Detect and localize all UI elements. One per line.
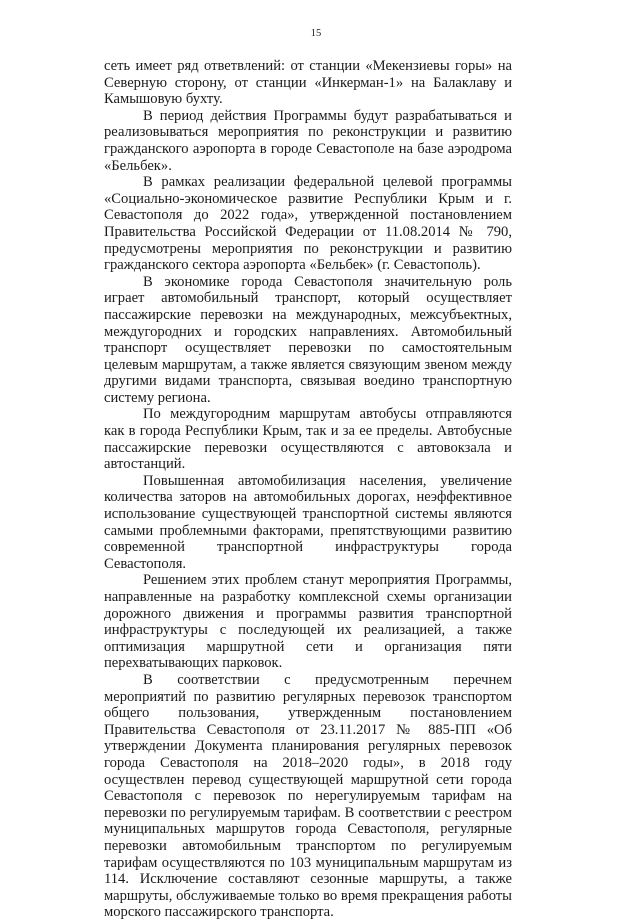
paragraph-airport-program: В период действия Программы будут разрабатываться и реализовываться мероприятия по реконструкции и развитию гражданского аэропорта в городе Севастополе на базе аэродрома «Бельбек». [104, 107, 512, 174]
document-body [104, 58, 512, 921]
paragraph-federal-target-program: В рамках реализации федеральной целевой программы «Социально-экономическое развитие Республики Крым и г. Севастополя до 2022 года», утвержденной постановлением Правительства Российской Федерации от 11.08.2014 № 790, предусмотрены мероприятия по реконструкции и развитию гражданского сектора аэропорта «Бельбек» (г. Севастополь). [104, 174, 512, 274]
paragraph-regular-transport-plan: В соответствии с предусмотренным перечнем мероприятий по развитию регулярных перевозок транспортом общего пользования, утвержденным постановлением Правительства Севастополя от 23.11.2017 № 885-ПП «Об утверждении Документа планирования регулярных перевозок города Севастополя на 2018–2020 годы», в 2018 году осуществлен перевод существующей маршрутной сети города Севастополя с перевозок по нерегулируемым тарифам на перевозки по регулируемым тарифам. В соответствии с реестром муниципальных маршрутов города Севастополя, регулярные перевозки автомобильным транспортом по регулируемым тарифам осуществляются по 103 муниципальным маршрутам из 114. Исключение составляют сезонные маршруты, а также маршруты, обслуживаемые только во время прекращения работы морского пассажирского транспорта. [104, 671, 512, 921]
page-number: 15 [310, 28, 322, 39]
paragraph-intercity-routes: По междугородним маршрутам автобусы отправляются как в города Республики Крым, так и за ее пределы. Автобусные пассажирские перевозки осуществляются с автовокзала и автостанций. [104, 406, 512, 473]
paragraph-problem-solutions: Решением этих проблем станут мероприятия Программы, направленные на разработку комплексной схемы организации дорожного движения и программы развития транспортной инфраструктуры с последующей их реализацией, а также оптимизация маршрутной сети и организация пяти перехватывающих парковок. [104, 572, 512, 672]
paragraph-railway-branches: сеть имеет ряд ответвлений: от станции «Мекензиевы горы» на Северную сторону, от станции «Инкерман-1» на Балаклаву и Камышовую бухту. [104, 58, 512, 108]
paragraph-motorization-problems: Повышенная автомобилизация населения, увеличение количества заторов на автомобильных дорогах, неэффективное использование существующей транспортной системы являются самыми проблемными факторами, препятствующими развитию современной транспортной инфраструктуры города Севастополя. [104, 472, 512, 572]
paragraph-road-transport: В экономике города Севастополя значительную роль играет автомобильный транспорт, который осуществляет пассажирские перевозки на международных, межсубъектных, междугородних и городских направлениях. Автомобильный транспорт осуществляет перевозки по самостоятельным целевым маршрутам, а также является связующим звеном между другими видами транспорта, связывая воедино транспортную систему региона. [104, 273, 512, 406]
